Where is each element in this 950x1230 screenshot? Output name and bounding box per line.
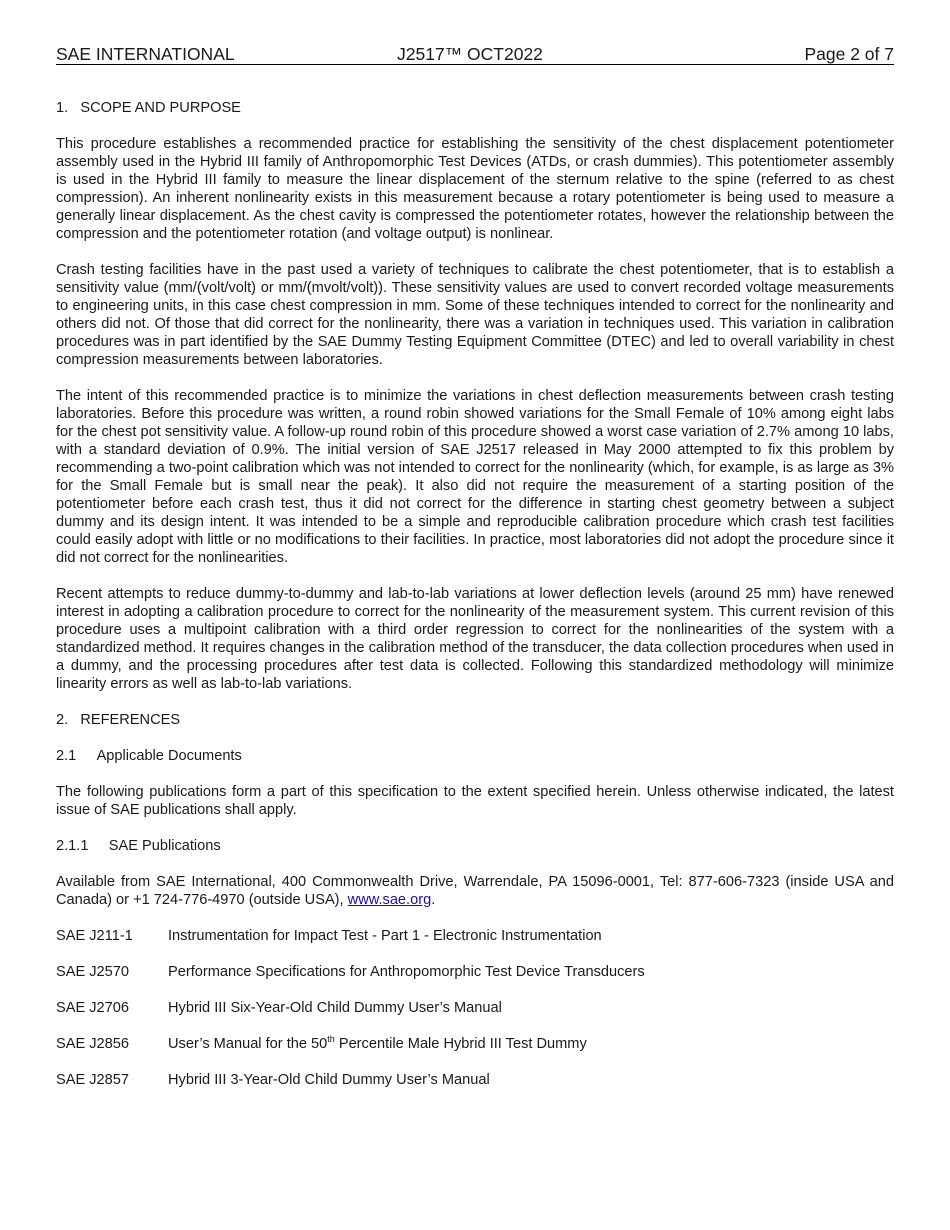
section-2-1-1-number: 2.1.1 bbox=[56, 838, 89, 854]
reference-code: SAE J211-1 bbox=[56, 928, 133, 944]
scope-paragraph-1: This procedure establishes a recommended practice for establishing the sensitivity of the chest displacement potentiometer assembly used in the Hybrid III family of Anthropomorphic Test Devices (ATDs, or crash dummies). This potentiometer assembly is used in the Hybrid III family to measure the linear displacement of the sternum relative to the spine (referred to as chest compression). An inherent nonlinearity exists in this measurement because a rotary potentiometer is being used to measure a generally linear displacement. As the chest cavity is compressed the potentiometer rotates, however the relationship between the compression and the potentiometer rotation (and voltage output) is nonlinear. bbox=[56, 136, 894, 242]
reference-title: Hybrid III 3-Year-Old Child Dummy User’s Manual bbox=[168, 1072, 490, 1088]
reference-title: Hybrid III Six-Year-Old Child Dummy User’s Manual bbox=[168, 1000, 502, 1016]
section-2-1-1-title: SAE Publications bbox=[108, 838, 221, 854]
availability-text: Available from SAE International, 400 Commonwealth Drive, Warrendale, PA 15096-0001, Tel: 877-606-7323 (inside USA and Canada) or +1 724-776-4970 (outside USA), bbox=[56, 874, 894, 908]
scope-paragraph-2: Crash testing facilities have in the past used a variety of techniques to calibrate the chest potentiometer, that is to establish a sensitivity value (mm/(volt/volt) or mm/(mvolt/volt)). These sensitivity values are used to convert recorded voltage measurements to engineering units, in this case chest compression in mm. Some of these techniques intended to correct for the nonlinearity and others did not. Of those that did correct for the nonlinearity, there was a variation in techniques used. This variation in calibration procedures was in part identified by the SAE Dummy Testing Equipment Committee (DTEC) and led to overall variability in chest compression measurements between laboratories. bbox=[56, 262, 894, 368]
header-doc-id: J2517™ OCT2022 bbox=[397, 44, 543, 64]
reference-code: SAE J2570 bbox=[56, 964, 130, 980]
section-2-1-title: Applicable Documents bbox=[96, 748, 242, 764]
section-2-1-heading bbox=[56, 747, 894, 765]
section-2-heading bbox=[56, 711, 894, 729]
section-2-1-number: 2.1 bbox=[56, 748, 77, 764]
reference-row bbox=[56, 927, 894, 945]
document-page bbox=[56, 44, 894, 1089]
scope-paragraph-4: Recent attempts to reduce dummy-to-dummy and lab-to-lab variations at lower deflection levels (around 25 mm) have renewed interest in adopting a calibration procedure to correct for the nonlinearity of the measurement system. This current revision of this procedure uses a multipoint calibration with a third order regression to correct for the nonlinearities of the system with a standardized method. It requires changes in the calibration method of the transducer, the data collection procedures when used in a dummy, and the processing procedures after test data is collected. Following this standardized methodology will minimize linearity errors as well as lab-to-lab variations. bbox=[56, 586, 894, 692]
reference-title-superscript: th bbox=[327, 1034, 335, 1045]
section-1-number: 1. bbox=[56, 100, 69, 116]
applicable-documents-paragraph: The following publications form a part of this specification to the extent specified herein. Unless otherwise indicated, the latest issue of SAE publications shall apply. bbox=[56, 784, 894, 818]
section-1-title: SCOPE AND PURPOSE bbox=[80, 100, 241, 116]
reference-title-post: Percentile Male Hybrid III Test Dummy bbox=[334, 1036, 587, 1052]
reference-row bbox=[56, 1035, 894, 1053]
reference-title-pre: User’s Manual for the 50 bbox=[168, 1036, 328, 1052]
reference-title: Instrumentation for Impact Test - Part 1 - Electronic Instrumentation bbox=[168, 928, 602, 944]
availability-end: . bbox=[431, 892, 436, 908]
reference-row bbox=[56, 999, 894, 1017]
scope-paragraph-3: The intent of this recommended practice is to minimize the variations in chest deflection measurements between crash testing laboratories. Before this procedure was written, a round robin showed variations for the Small Female of 10% among eight labs for the chest pot sensitivity value. A follow-up round robin of this procedure showed a worst case variation of 2.7% among 10 labs, with a standard deviation of 0.9%. The initial version of SAE J2517 released in May 2000 attempted to fix this problem by recommending a two-point calibration which was not intended to correct for the nonlinearity (which, for example, is as large as 3% for the Small Female but is small near the peak). It also did not require the measurement of a starting position of the potentiometer before each crash test, thus it did not correct for the difference in starting chest geometry between a subject dummy and its design intent. It was intended to be a simple and reproducible calibration procedure which crash test facilities could easily adopt with little or no modifications to their facilities. In practice, most laboratories did not adopt the procedure since it did not correct for the nonlinearities. bbox=[56, 388, 894, 566]
reference-code: SAE J2856 bbox=[56, 1036, 130, 1052]
reference-row bbox=[56, 963, 894, 981]
reference-title: Performance Specifications for Anthropomorphic Test Device Transducers bbox=[168, 964, 645, 980]
page-header bbox=[56, 44, 894, 65]
section-2-number: 2. bbox=[56, 712, 69, 728]
header-org: SAE INTERNATIONAL bbox=[56, 44, 235, 64]
section-2-1-1-heading bbox=[56, 837, 894, 855]
sae-website-link[interactable]: www.sae.org bbox=[347, 892, 432, 908]
reference-code: SAE J2857 bbox=[56, 1072, 130, 1088]
reference-row bbox=[56, 1071, 894, 1089]
section-2-title: REFERENCES bbox=[80, 712, 181, 728]
reference-code: SAE J2706 bbox=[56, 1000, 130, 1016]
reference-title bbox=[168, 1035, 587, 1053]
section-1-heading bbox=[56, 99, 894, 117]
availability-paragraph bbox=[56, 873, 894, 909]
header-page-number: Page 2 of 7 bbox=[804, 44, 894, 64]
